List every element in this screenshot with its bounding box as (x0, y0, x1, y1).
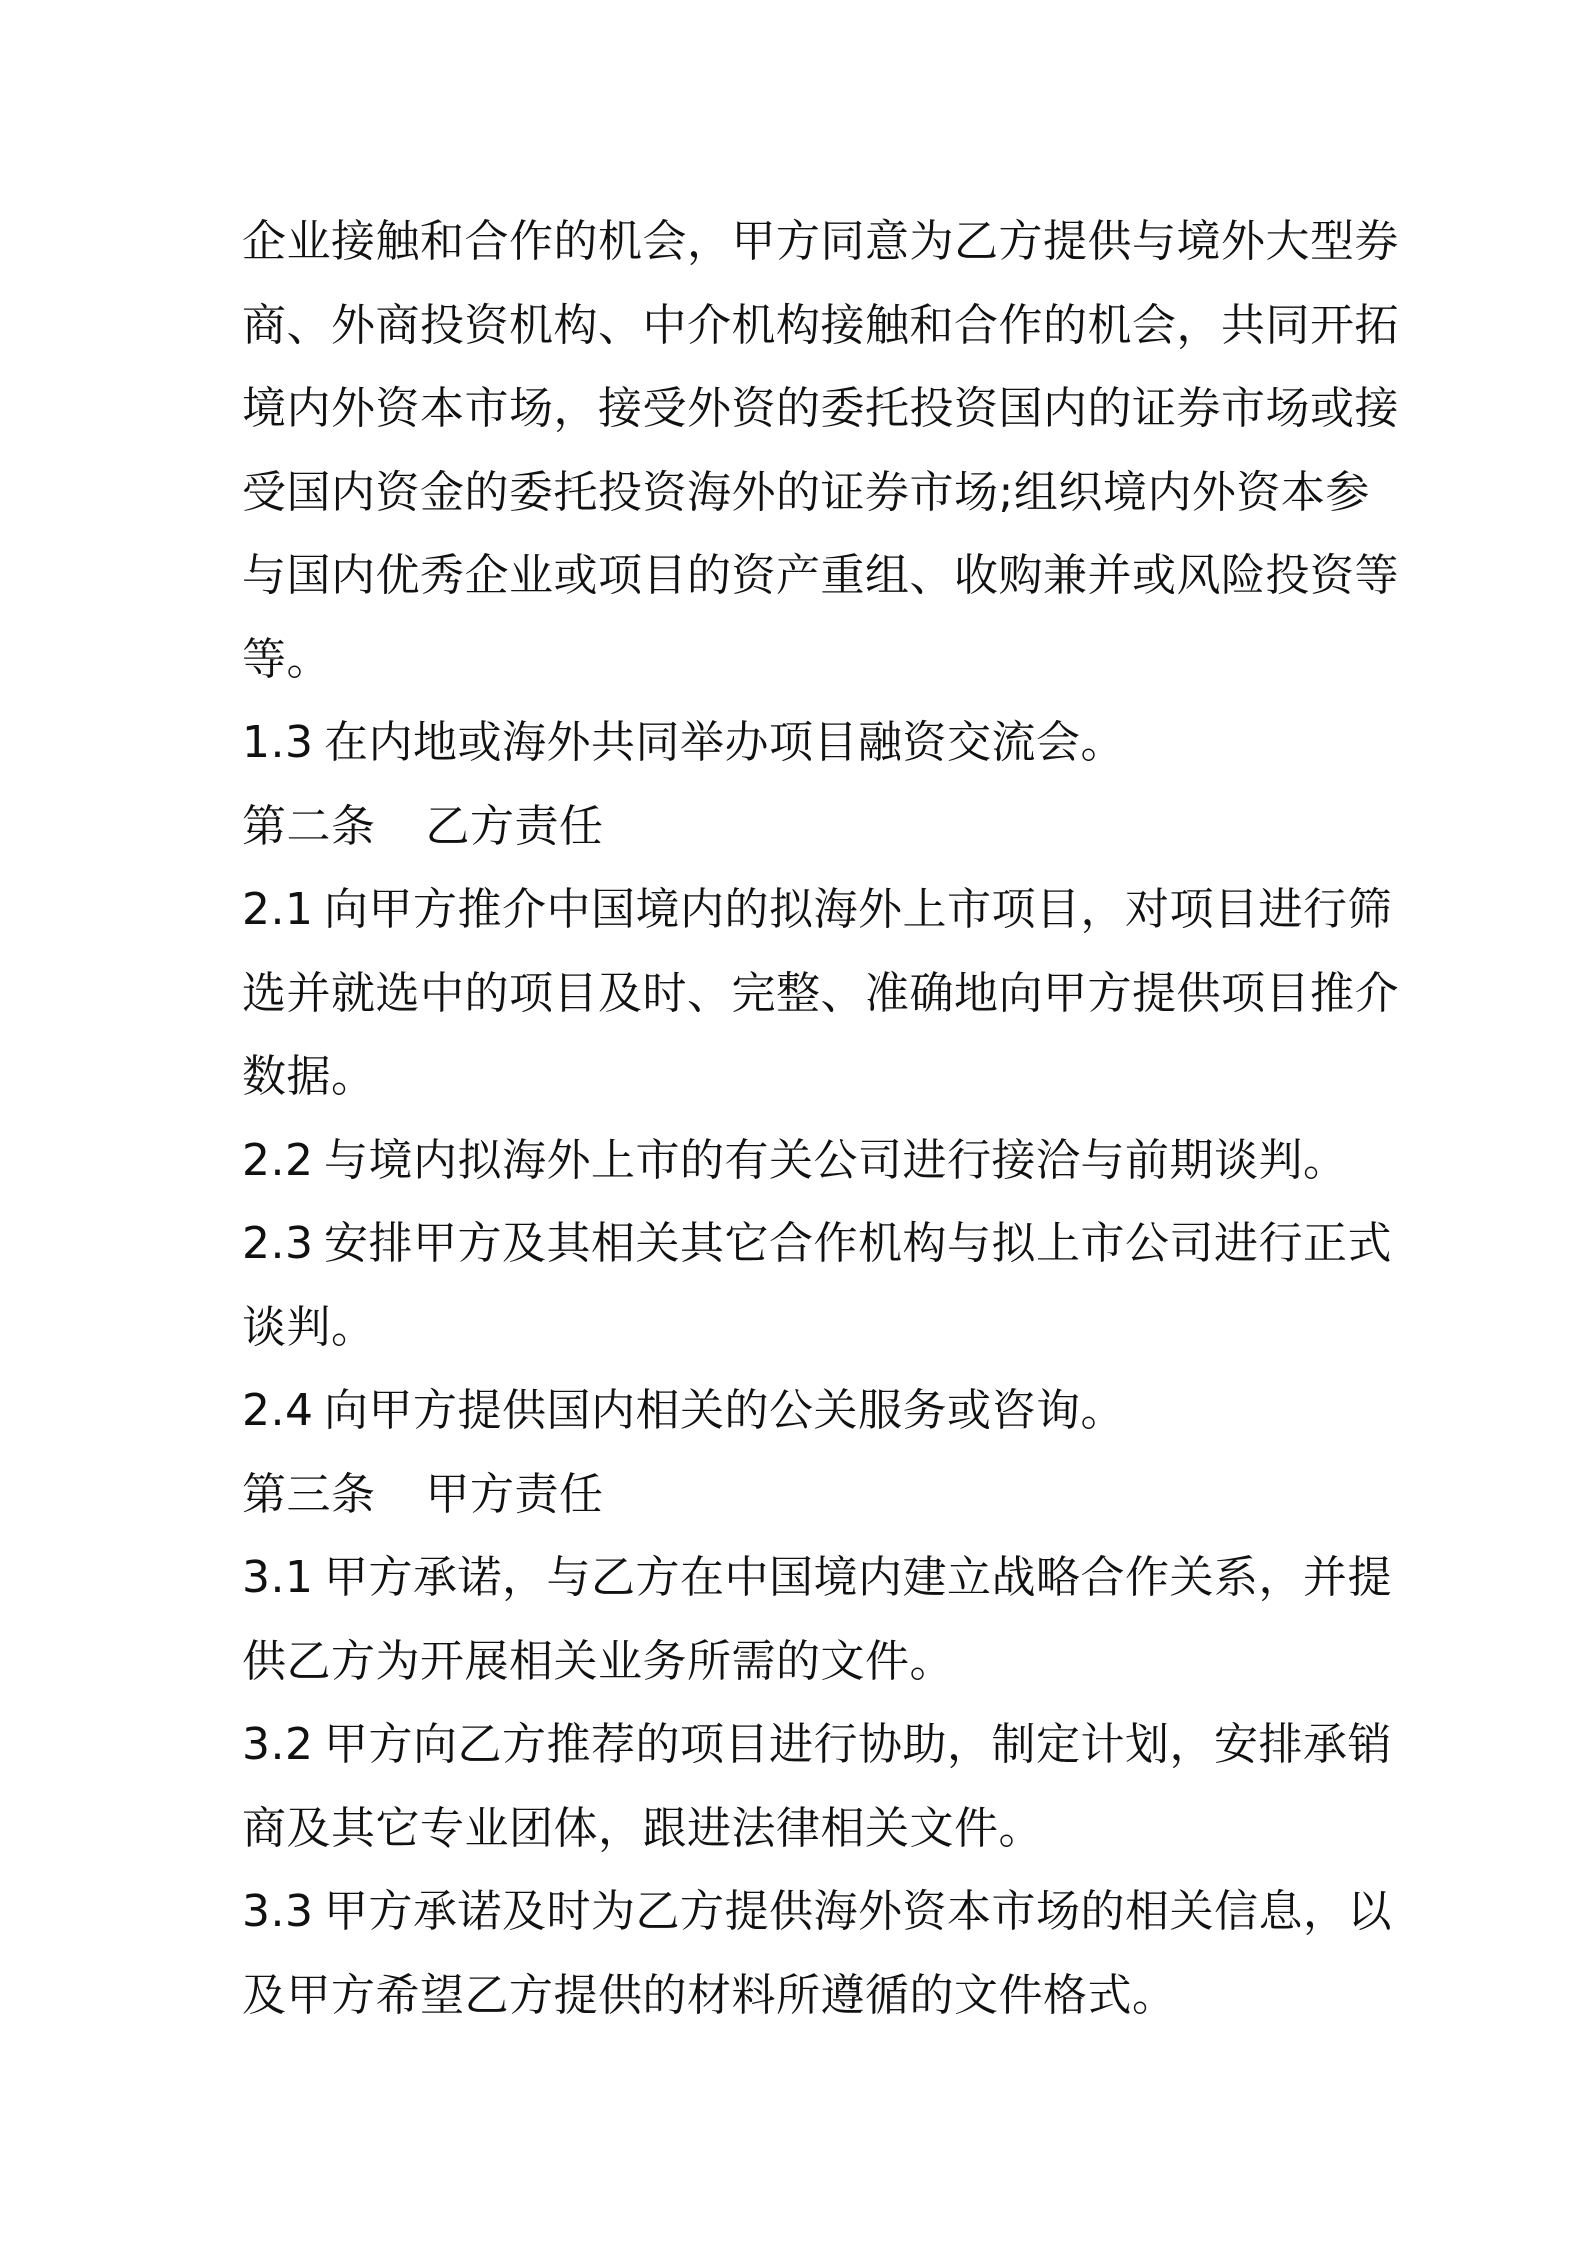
clause-2-1 (242, 868, 1392, 952)
clause-text: 向甲方推介中国境内的拟海外上市项目，对项目进行筛 (324, 884, 1392, 935)
clause-3-1-line-2: 供乙方为开展相关业务所需的文件。 (242, 1635, 954, 1687)
clause-text: 在内地或海外共同举办项目融资交流会。 (324, 717, 1125, 768)
clause-number: 3.1 (242, 1552, 314, 1603)
clause-text: 向甲方提供国内相关的公关服务或咨询。 (324, 1385, 1125, 1436)
paragraph-line: 商、外商投资机构、中介机构接触和合作的机会，共同开拓 (242, 299, 1399, 351)
paragraph-line: 受国内资金的委托投资海外的证券市场;组织境内外资本参 (242, 466, 1370, 518)
clause-3-2 (242, 1703, 1392, 1787)
clause-number: 2.2 (242, 1134, 314, 1186)
clause-1-3 (242, 701, 1352, 785)
clause-text: 甲方承诺，与乙方在中国境内建立战略合作关系，并提 (324, 1552, 1392, 1603)
clause-2-2 (242, 1119, 1352, 1203)
clause-2-1-line-3: 数据。 (242, 1051, 376, 1102)
document-page (242, 200, 1399, 2037)
article-title: 第二条 (242, 800, 376, 852)
paragraph-line: 企业接触和合作的机会，甲方同意为乙方提供与境外大型券 (242, 216, 1399, 267)
clause-number: 1.3 (242, 717, 314, 768)
clause-number: 3.2 (242, 1719, 314, 1770)
paragraph-line: 境内外资本市场，接受外资的委托投资国内的证券市场或接 (242, 383, 1399, 434)
clause-number: 2.1 (242, 884, 314, 935)
clause-2-3 (242, 1202, 1392, 1286)
article-subject: 甲方责任 (425, 1468, 604, 1520)
clause-3-3 (242, 1870, 1392, 1954)
clause-3-2-line-2: 商及其它专业团体，跟进法律相关文件。 (242, 1802, 1043, 1854)
clause-text: 甲方承诺及时为乙方提供海外资本市场的相关信息，以 (324, 1886, 1392, 1937)
article-title: 第三条 (242, 1468, 376, 1520)
clause-text: 与境内拟海外上市的有关公司进行接洽与前期谈判。 (324, 1134, 1348, 1186)
clause-2-3-line-2: 谈判。 (242, 1301, 376, 1353)
clause-text: 甲方向乙方推荐的项目进行协助，制定计划，安排承销 (324, 1719, 1392, 1770)
paragraph-line: 与国内优秀企业或项目的资产重组、收购兼并或风险投资等 (242, 550, 1399, 601)
clause-2-1-line-2: 选并就选中的项目及时、完整、准确地向甲方提供项目推介 (242, 967, 1399, 1019)
clause-text: 安排甲方及其相关其它合作机构与拟上市公司进行正式 (324, 1218, 1392, 1269)
article-subject: 乙方责任 (425, 800, 604, 852)
clause-number: 2.4 (242, 1385, 314, 1436)
article-3-heading (242, 1453, 1352, 1537)
clause-3-3-line-2: 及甲方希望乙方提供的材料所遵循的文件格式。 (242, 1969, 1177, 2021)
clause-number: 3.3 (242, 1886, 314, 1937)
article-2-heading (242, 785, 1352, 869)
clause-number: 2.3 (242, 1218, 314, 1269)
clause-3-1 (242, 1536, 1392, 1620)
clause-2-4 (242, 1369, 1352, 1453)
paragraph-line: 等。 (242, 633, 331, 685)
